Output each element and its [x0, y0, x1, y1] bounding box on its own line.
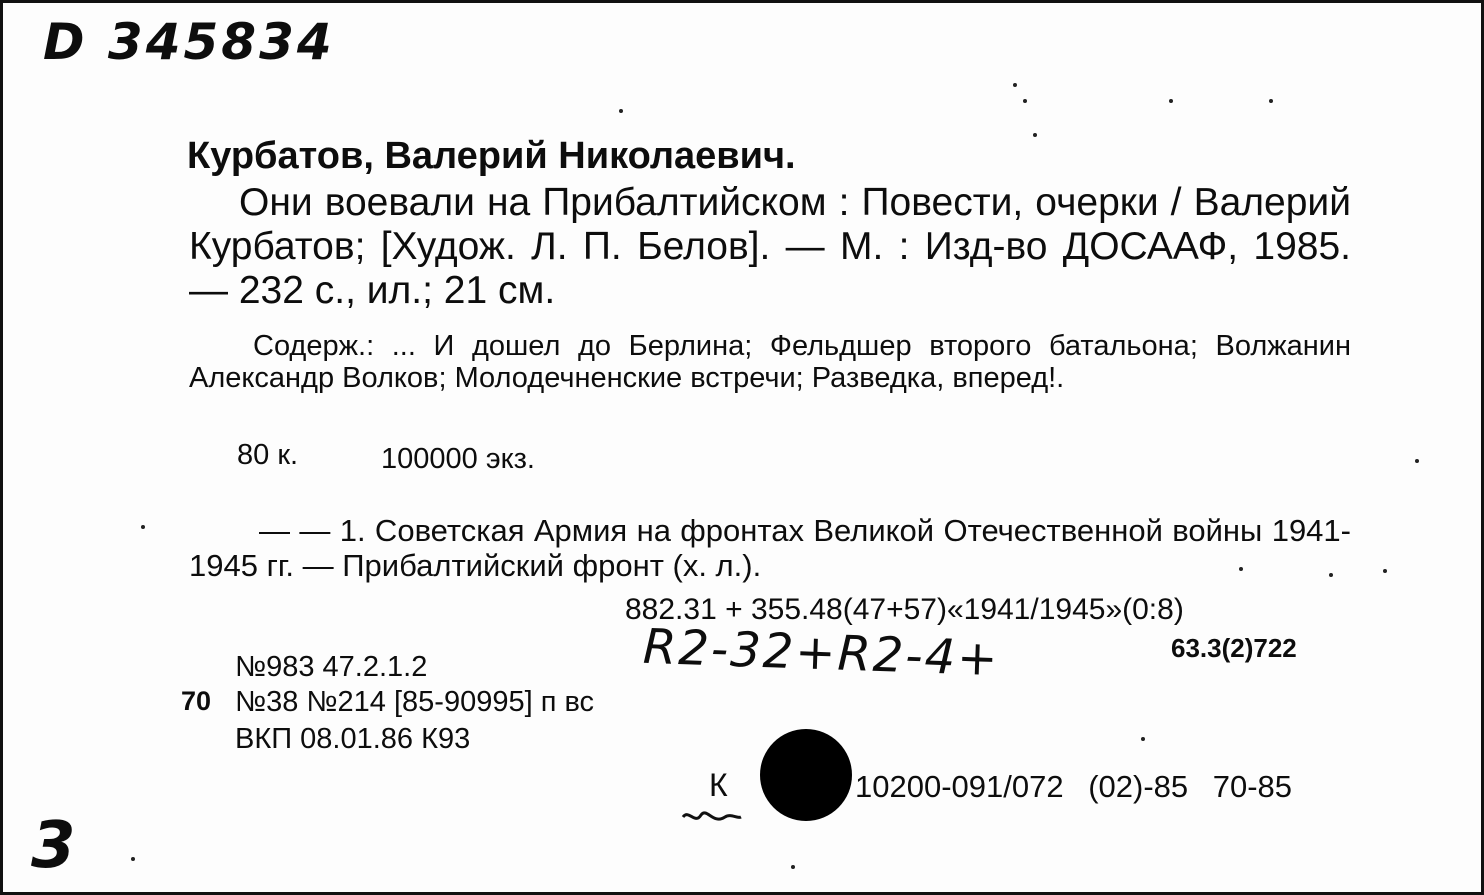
speck	[1141, 737, 1145, 741]
handwritten-tick-icon	[679, 803, 745, 833]
speck	[1383, 569, 1387, 573]
speck	[1415, 459, 1419, 463]
punch-hole	[760, 729, 852, 821]
k-letter: К	[709, 767, 728, 803]
speck	[1329, 573, 1333, 577]
vkp-line: ВКП 08.01.86 К93	[235, 723, 471, 755]
line-number-70: 70	[181, 686, 212, 716]
speck	[1033, 133, 1037, 137]
speck	[1269, 99, 1273, 103]
speck	[141, 525, 145, 529]
print-run: 100000 экз.	[381, 443, 535, 475]
speck	[1023, 99, 1027, 103]
author-heading: Курбатов, Валерий Николаевич.	[187, 135, 796, 177]
speck	[1239, 567, 1243, 571]
handwritten-shelf-mark: R2-32+R2-4+	[642, 618, 1001, 688]
record-number: №983 47.2.1.2	[235, 651, 428, 683]
call-number: D 345834	[43, 13, 335, 71]
speck	[1169, 99, 1173, 103]
order-line: №38 №214 [85-90995] п вс	[235, 686, 595, 718]
price: 80 к.	[237, 439, 299, 471]
udc-code: 882.31 + 355.48(47+57)«1941/1945»(0:8)	[625, 593, 1184, 626]
subject-heading: — — 1. Советская Армия на фронтах Великой Отечественной войны 1941-1945 гг. — Прибалтийский фронт (х. л.).	[189, 513, 1351, 583]
speck	[791, 865, 795, 869]
corner-mark: 3	[31, 809, 76, 883]
speck	[619, 109, 623, 113]
isbn-code: 10200-091/072 (02)-85 70-85	[855, 769, 1293, 804]
speck	[1013, 83, 1017, 87]
bbk-code: 63.3(2)722	[1171, 633, 1297, 663]
bibliographic-description: Они воевали на Прибалтийском : Повести, очерки / Валерий Курбатов; [Худож. Л. П. Белов]. — М. : Изд-во ДОСААФ, 1985. — 232 с., ил.; 21 см.	[189, 181, 1351, 312]
contents-note: Содерж.: ... И дошел до Берлина; Фельдшер второго батальона; Волжанин Александр Волков; Молодечненские встречи; Разведка, вперед!.	[189, 330, 1351, 394]
speck	[131, 857, 135, 861]
